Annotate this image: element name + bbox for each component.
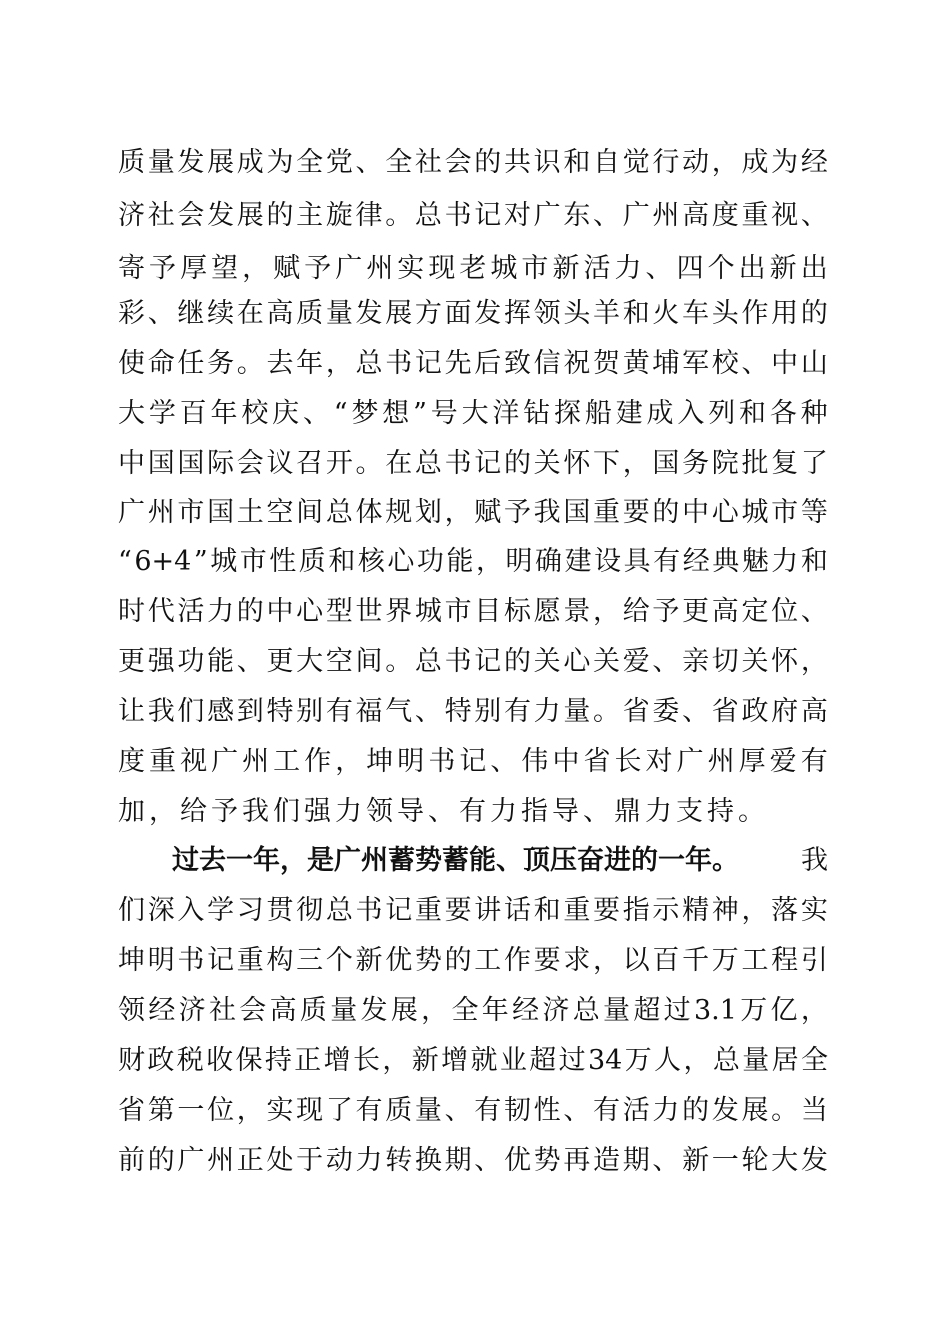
paragraph-1-line: 更 强 功 能 、 更 大 空 间 。 总 书 记 的 关 心 关 爱 、 亲 切 关 怀 ， <box>118 646 828 677</box>
paragraph-1-line: 济 社 会 发 展 的 主 旋 律 。 总 书 记 对 广 东 、 广 州 高 度 重 视 、 <box>118 200 828 231</box>
paragraph-1-line: “ 6+4 ” 城 市 性 质 和 核 心 功 能 ， 明 确 建 设 具 有 经 典 魅 力 和 <box>118 546 828 577</box>
paragraph-2-line: 们 深 入 学 习 贯 彻 总 书 记 重 要 讲 话 和 重 要 指 示 精 神 ， 落 实 <box>118 895 828 926</box>
paragraph-2-line: 省 第 一 位 ， 实 现 了 有 质 量 、 有 韧 性 、 有 活 力 的 发 展 。 当 <box>118 1095 828 1126</box>
paragraph-1-line: 寄 予 厚 望 ， 赋 予 广 州 实 现 老 城 市 新 活 力 、 四 个 出 新 出 <box>118 253 828 284</box>
paragraph-1-line: 让 我 们 感 到 特 别 有 福 气 、 特 别 有 力 量 。 省 委 、 省 政 府 高 <box>118 696 828 727</box>
paragraph-2-line: 坤 明 书 记 重 构 三 个 新 优 势 的 工 作 要 求 ， 以 百 千 万 工 程 引 <box>118 945 828 976</box>
paragraph-2-first-line <box>172 843 828 879</box>
paragraph-1-line: 使 命 任 务 。 去 年 ， 总 书 记 先 后 致 信 祝 贺 黄 埔 军 校 、 中 山 <box>118 348 828 379</box>
paragraph-1-line: 时 代 活 力 的 中 心 型 世 界 城 市 目 标 愿 景 ， 给 予 更 高 定 位 、 <box>118 596 828 627</box>
paragraph-1-line: 彩 、 继 续 在 高 质 量 发 展 方 面 发 挥 领 头 羊 和 火 车 头 作 用 的 <box>118 298 828 329</box>
paragraph-1-line: 中 国 国 际 会 议 召 开 。 在 总 书 记 的 关 怀 下 ， 国 务 院 批 复 了 <box>118 448 828 479</box>
paragraph-1-line-last: 加，给予我们强力领导、有力指导、鼎力支持。 <box>118 796 769 827</box>
paragraph-2-line: 财 政 税 收 保 持 正 增 长 ， 新 增 就 业 超 过 34 万 人 ， 总 量 居 全 <box>118 1045 828 1076</box>
paragraph-2-first-line-rest: 我 <box>801 845 828 876</box>
paragraph-1-line: 大 学 百 年 校 庆 、 “ 梦 想 ” 号 大 洋 钻 探 船 建 成 入 列 和 各 种 <box>118 398 828 429</box>
paragraph-1-line: 质 量 发 展 成 为 全 党 、 全 社 会 的 共 识 和 自 觉 行 动 ， 成 为 经 <box>118 147 828 178</box>
paragraph-2-line: 领 经 济 社 会 高 质 量 发 展 ， 全 年 经 济 总 量 超 过 3.1 万 亿 ， <box>118 995 828 1026</box>
paragraph-1-line: 广 州 市 国 土 空 间 总 体 规 划 ， 赋 予 我 国 重 要 的 中 心 城 市 等 <box>118 497 828 528</box>
paragraph-2-line: 前 的 广 州 正 处 于 动 力 转 换 期 、 优 势 再 造 期 、 新 一 轮 大 发 <box>118 1145 828 1176</box>
paragraph-1-line: 度 重 视 广 州 工 作 ， 坤 明 书 记 、 伟 中 省 长 对 广 州 厚 爱 有 <box>118 746 828 777</box>
paragraph-2-lead-bold: 过去一年，是广州蓄势蓄能、顶压奋进的一年。 <box>172 845 739 876</box>
